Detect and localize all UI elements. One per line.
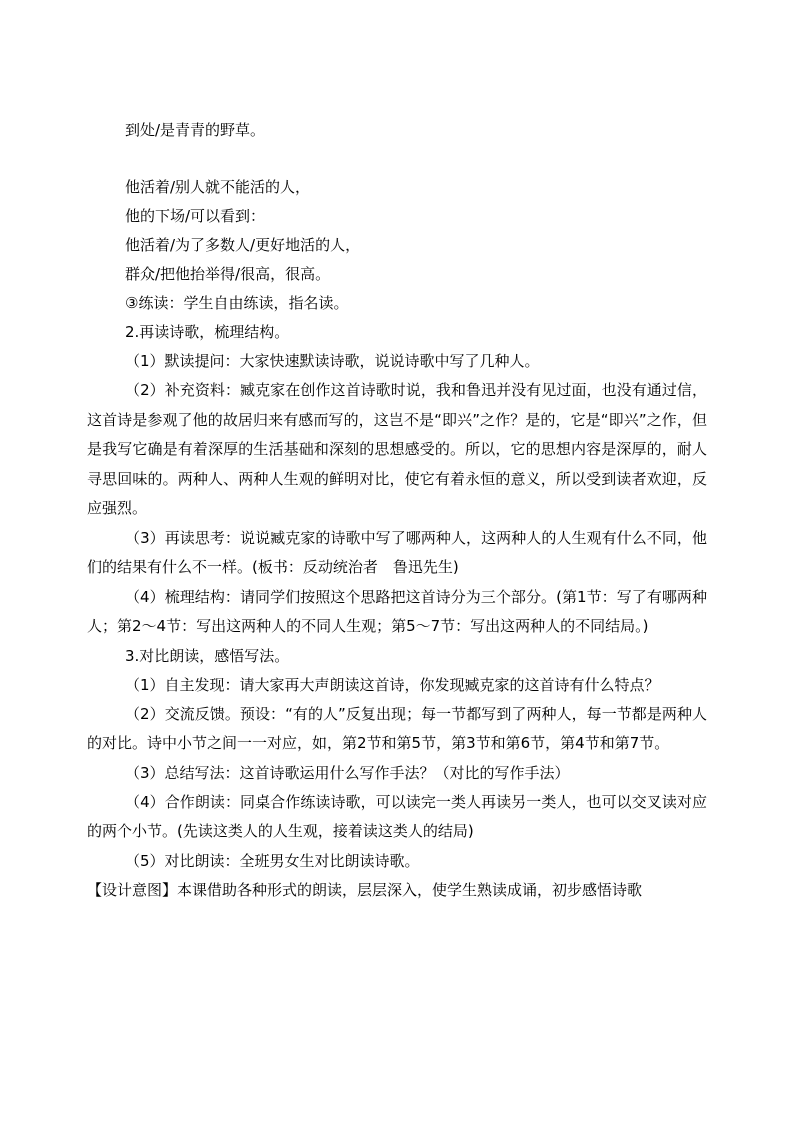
poem-line: 群众/把他抬举得/很高，很高。 [125, 265, 331, 283]
step-item: （1）自主发现：请大家再大声朗读这首诗，你发现臧克家的这首诗有什么特点？ [125, 675, 660, 694]
poem-line: 他活着/别人就不能活的人， [125, 178, 311, 196]
stanza-gap [87, 145, 707, 173]
step-item: （3）总结写法：这首诗歌运用什么写作手法？（对比的写作手法） [125, 763, 570, 782]
document-body [87, 116, 707, 905]
step-paragraph: （2）补充资料：臧克家在创作这首诗歌时说，我和鲁迅并没有见过面，也没有通过信，这首诗是参观了他的故居归来有感而写的，这岂不是“即兴”之作？是的，它是“即兴”之作，但是我写它确是有着深厚的生活基础和深刻的思想感受的。所以，它的思想内容是深厚的，耐人寻思回味的。两种人、两种人生观的鲜明对比，使它有着永恒的意义，所以受到读者欢迎，反应强烈。 [87, 381, 707, 517]
poem-line: 他活着/为了多数人/更好地活的人， [125, 236, 361, 254]
design-intent: 【设计意图】本课借助各种形式的朗读，层层深入，使学生熟读成诵，初步感悟诗歌 [87, 880, 643, 899]
step-item: （1）默读提问：大家快速默读诗歌，说说诗歌中写了几种人。 [125, 352, 540, 370]
step-paragraph: （4）梳理结构：请同学们按照这个思路把这首诗分为三个部分。(第1节：写了有哪两种人；第2～4节：写出这两种人的不同人生观；第5～7节：写出这两种人的不同结局。) [87, 587, 707, 635]
poem-line: 到处/是青青的野草。 [125, 121, 266, 139]
step-item: （5）对比朗读：全班男女生对比朗读诗歌。 [125, 851, 420, 870]
step-paragraph: （3）再读思考：说说臧克家的诗歌中写了哪两种人，这两种人的人生观有什么不同，他们的结果有什么不一样。(板书：反动统治者 鲁迅先生) [87, 528, 707, 576]
step-paragraph: （2）交流反馈。预设：“有的人”反复出现；每一节都写到了两种人，每一节都是两种人的对比。诗中小节之间一一对应，如，第2节和第5节，第3节和第6节，第4节和第7节。 [87, 704, 707, 752]
practice-instruction: ③练读：学生自由练读，指名读。 [125, 294, 349, 312]
poem-line: 他的下场/可以看到： [125, 207, 266, 225]
section-heading: 3.对比朗读，感悟写法。 [125, 646, 290, 665]
section-heading: 2.再读诗歌，梳理结构。 [125, 323, 290, 341]
step-paragraph: （4）合作朗读：同桌合作练读诗歌，可以读完一类人再读另一类人，也可以交叉读对应的两个小节。(先读这类人的人生观，接着读这类人的结局) [87, 792, 707, 840]
